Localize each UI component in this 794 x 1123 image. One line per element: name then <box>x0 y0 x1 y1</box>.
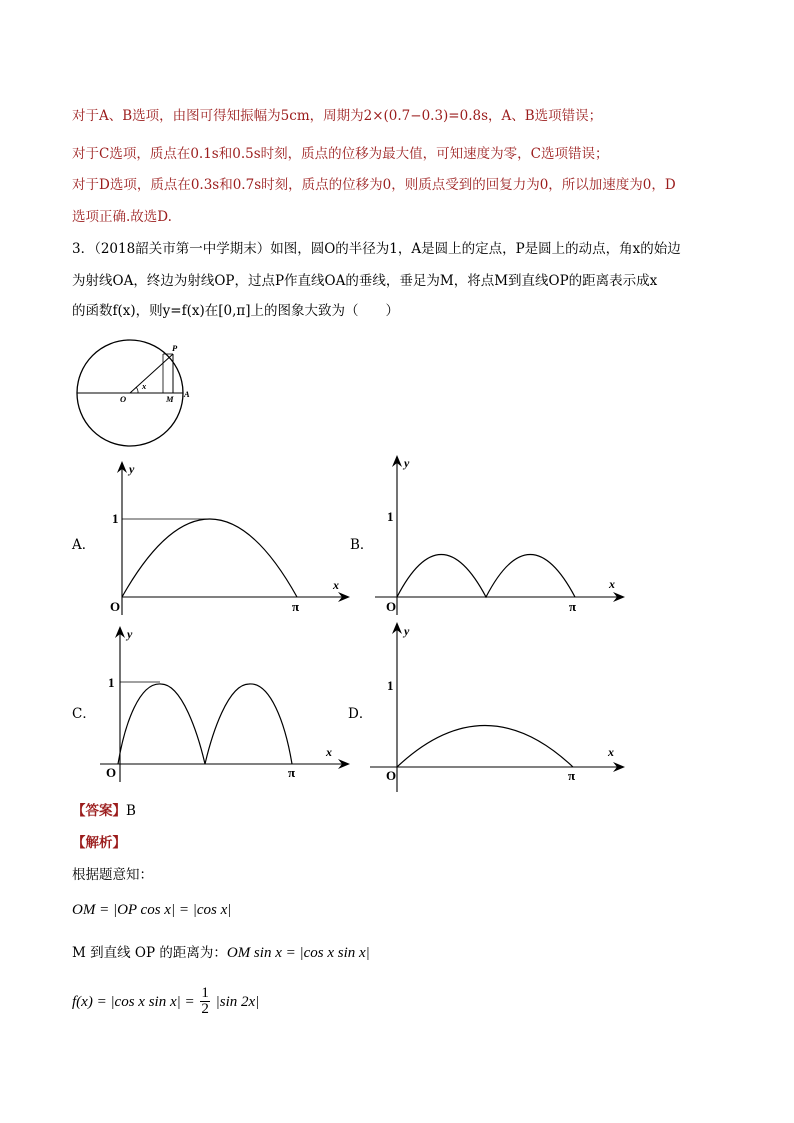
fx-rhs: |sin 2x| <box>215 993 260 1010</box>
origin-label: O <box>106 765 117 780</box>
origin-label: O <box>110 599 121 614</box>
problem-line-2: 为射线OA，终边为射线OP，过点P作直线OA的垂线，垂足为M，将点M到直线OP的距离表示成x <box>72 273 658 289</box>
x-end-label: π <box>292 599 300 614</box>
x-end-label: π <box>568 768 576 783</box>
analysis-tag: 【解析】 <box>72 835 126 851</box>
label-A: A <box>184 389 190 399</box>
solution-line-2: 对于C选项，质点在0.1s和0.5s时刻，质点的位移为最大值，可知速度为零，C选项错误； <box>72 146 609 162</box>
distance-expr: OM sin x = |cos x sin x| <box>226 945 370 961</box>
fraction-denominator: 2 <box>201 1001 209 1017</box>
y-axis-label: y <box>127 627 133 641</box>
problem-line-3: 的函数f(x)，则y=f(x)在[0,π]上的图象大致为（ ） <box>72 303 400 319</box>
y-axis-label: y <box>404 456 410 470</box>
x-axis-label: x <box>608 745 614 759</box>
analysis-line-1: 根据题意知： <box>72 867 153 883</box>
fx-lhs: f(x) = |cos x sin x| = <box>72 993 195 1010</box>
origin-label: O <box>386 599 397 614</box>
graph-c <box>100 622 360 787</box>
y-axis-label: y <box>129 462 135 476</box>
y-tick-1: 1 <box>387 678 394 693</box>
y-tick-1: 1 <box>387 509 394 524</box>
problem-line-1: 3．（2018韶关市第一中学期末）如图，圆O的半径为1，A是圆上的定点，P是圆上的动点，角x的始边 <box>72 241 681 257</box>
graph-b <box>375 455 635 620</box>
equation-om: OM = |OP cos x| = |cos x| <box>72 902 232 918</box>
y-tick-1: 1 <box>108 675 115 690</box>
label-M: M <box>166 394 174 404</box>
option-c-label: C． <box>72 706 96 722</box>
answer-tag: 【答案】 <box>72 803 126 819</box>
equation-distance <box>72 944 370 962</box>
origin-label: O <box>386 768 397 783</box>
fraction-half <box>200 986 210 1017</box>
graph-d <box>370 622 635 787</box>
equation-fx <box>72 986 259 1026</box>
solution-line-1: 对于A、B选项，由图可得知振幅为5cm，周期为2×(0.7−0.3)=0.8s，A、B选项错误； <box>72 108 603 124</box>
y-axis-label: y <box>404 624 410 638</box>
x-end-label: π <box>288 765 296 780</box>
solution-line-4: 选项正确.故选D. <box>72 209 172 225</box>
x-end-label: π <box>569 599 577 614</box>
solution-line-3: 对于D选项，质点在0.3s和0.7s时刻，质点的位移为0，则质点受到的回复力为0，所以加速度为0，D <box>72 177 676 193</box>
option-a-label: A． <box>72 537 96 553</box>
label-x: x <box>142 381 147 391</box>
label-O: O <box>120 394 127 404</box>
distance-prefix: M 到直线 OP 的距离为： <box>72 945 227 961</box>
answer-line <box>72 802 136 820</box>
option-d-label: D． <box>348 706 373 722</box>
option-b-label: B． <box>350 537 374 553</box>
graph-a <box>100 455 360 620</box>
x-axis-label: x <box>326 745 332 759</box>
y-tick-1: 1 <box>112 511 119 526</box>
x-axis-label: x <box>609 577 615 591</box>
circle-figure <box>72 336 202 446</box>
fraction-numerator: 1 <box>201 985 209 1001</box>
x-axis-label: x <box>333 578 339 592</box>
label-P: P <box>172 343 178 353</box>
answer-value: B <box>126 803 136 819</box>
